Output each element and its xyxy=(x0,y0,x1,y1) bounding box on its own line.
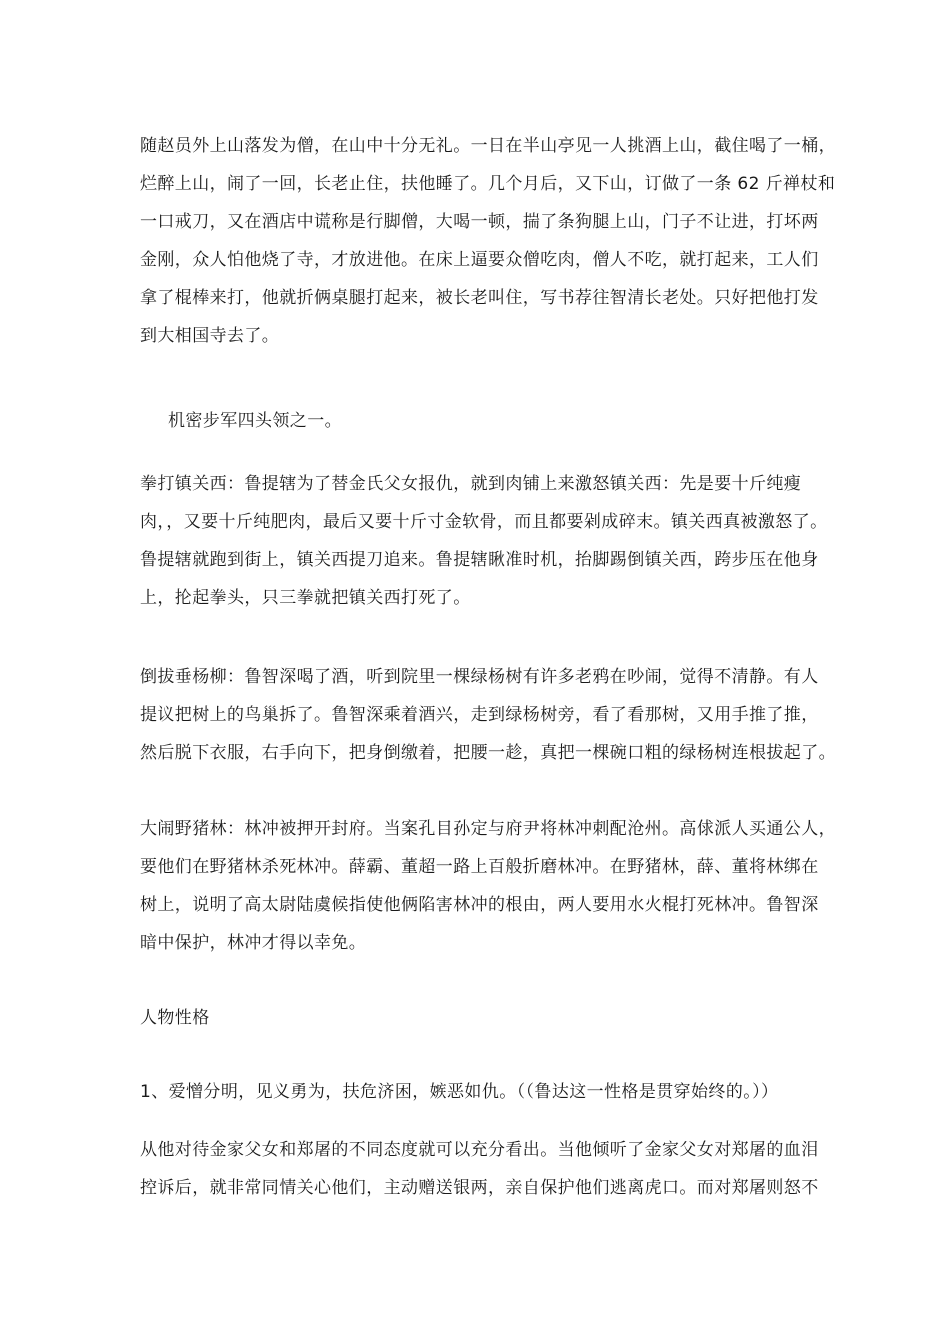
text-line: 从他对待金家父女和郑屠的不同态度就可以充分看出。当他倾听了金家父女对郑屠的血泪 xyxy=(140,1140,819,1160)
paragraph-wild-boar-forest xyxy=(140,810,840,962)
paragraph-uproot-willow xyxy=(140,658,840,772)
text-line: 肉，，又要十斤纯肥肉，最后又要十斤寸金软骨，而且都要剁成碎末。镇关西真被激怒了。 xyxy=(140,512,828,532)
paragraph-title-role xyxy=(168,402,868,440)
text-line: 大闹野猪林：林冲被押开封府。当案孔目孙定与府尹将林冲刺配沧州。高俅派人买通公人， xyxy=(140,819,836,839)
paragraph-trait-1 xyxy=(140,1073,840,1111)
paragraph-punch-zhenguanxi xyxy=(140,465,840,617)
text-line: 烂醉上山，闹了一回，长老止住，扶他睡了。几个月后，又下山，订做了一条 62 斤禅杖和 xyxy=(140,174,836,194)
text-line: 控诉后，就非常同情关心他们，主动赠送银两，亲自保护他们逃离虎口。而对郑屠则怒不 xyxy=(140,1178,819,1198)
text-line: 要他们在野猪林杀死林冲。薛霸、董超一路上百般折磨林冲。在野猪林，薛、董将林绑在 xyxy=(140,857,819,877)
text-line: 到大相国寺去了。 xyxy=(140,326,280,346)
text-line: 然后脱下衣服，右手向下，把身倒缴着，把腰一趁，真把一棵碗口粗的绿杨树连根拔起了。 xyxy=(140,743,836,763)
text-line: 1、爱憎分明，见义勇为，扶危济困，嫉恶如仇。（（鲁达这一性格是贯穿始终的。）） xyxy=(140,1082,779,1102)
text-line: 随赵员外上山落发为僧，在山中十分无礼。一日在半山亭见一人挑酒上山，截住喝了一桶， xyxy=(140,136,836,156)
text-line: 树上，说明了高太尉陆虞候指使他俩陷害林冲的根由，两人要用水火棍打死林冲。鲁智深 xyxy=(140,895,819,915)
text-line: 拳打镇关西：鲁提辖为了替金氏父女报仇，就到肉铺上来激怒镇关西：先是要十斤纯瘦 xyxy=(140,474,802,494)
paragraph-monk-story xyxy=(140,127,840,355)
text-line: 拿了棍棒来打，他就折俩桌腿打起来，被长老叫住，写书荐往智清长老处。只好把他打发 xyxy=(140,288,819,308)
text-line: 暗中保护，林冲才得以幸免。 xyxy=(140,933,367,953)
section-heading: 人物性格 xyxy=(140,1008,210,1028)
text-line: 一口戒刀，又在酒店中谎称是行脚僧，大喝一顿，揣了条狗腿上山，门子不让进，打坏两 xyxy=(140,212,819,232)
text-line: 提议把树上的鸟巢拆了。鲁智深乘着酒兴，走到绿杨树旁，看了看那树，又用手推了推， xyxy=(140,705,819,725)
text-line: 机密步军四头领之一。 xyxy=(168,411,342,431)
section-heading-character xyxy=(140,999,840,1037)
text-line: 金刚，众人怕他烧了寺，才放进他。在床上逼要众僧吃肉，僧人不吃，就打起来，工人们 xyxy=(140,250,819,270)
text-line: 上，抡起拳头，只三拳就把镇关西打死了。 xyxy=(140,588,471,608)
text-line: 鲁提辖就跑到街上，镇关西提刀追来。鲁提辖瞅准时机，抬脚踢倒镇关西，跨步压在他身 xyxy=(140,550,819,570)
text-line: 倒拔垂杨柳：鲁智深喝了酒，听到院里一棵绿杨树有许多老鸦在吵闹，觉得不清静。有人 xyxy=(140,667,819,687)
paragraph-trait-1-detail xyxy=(140,1131,840,1207)
